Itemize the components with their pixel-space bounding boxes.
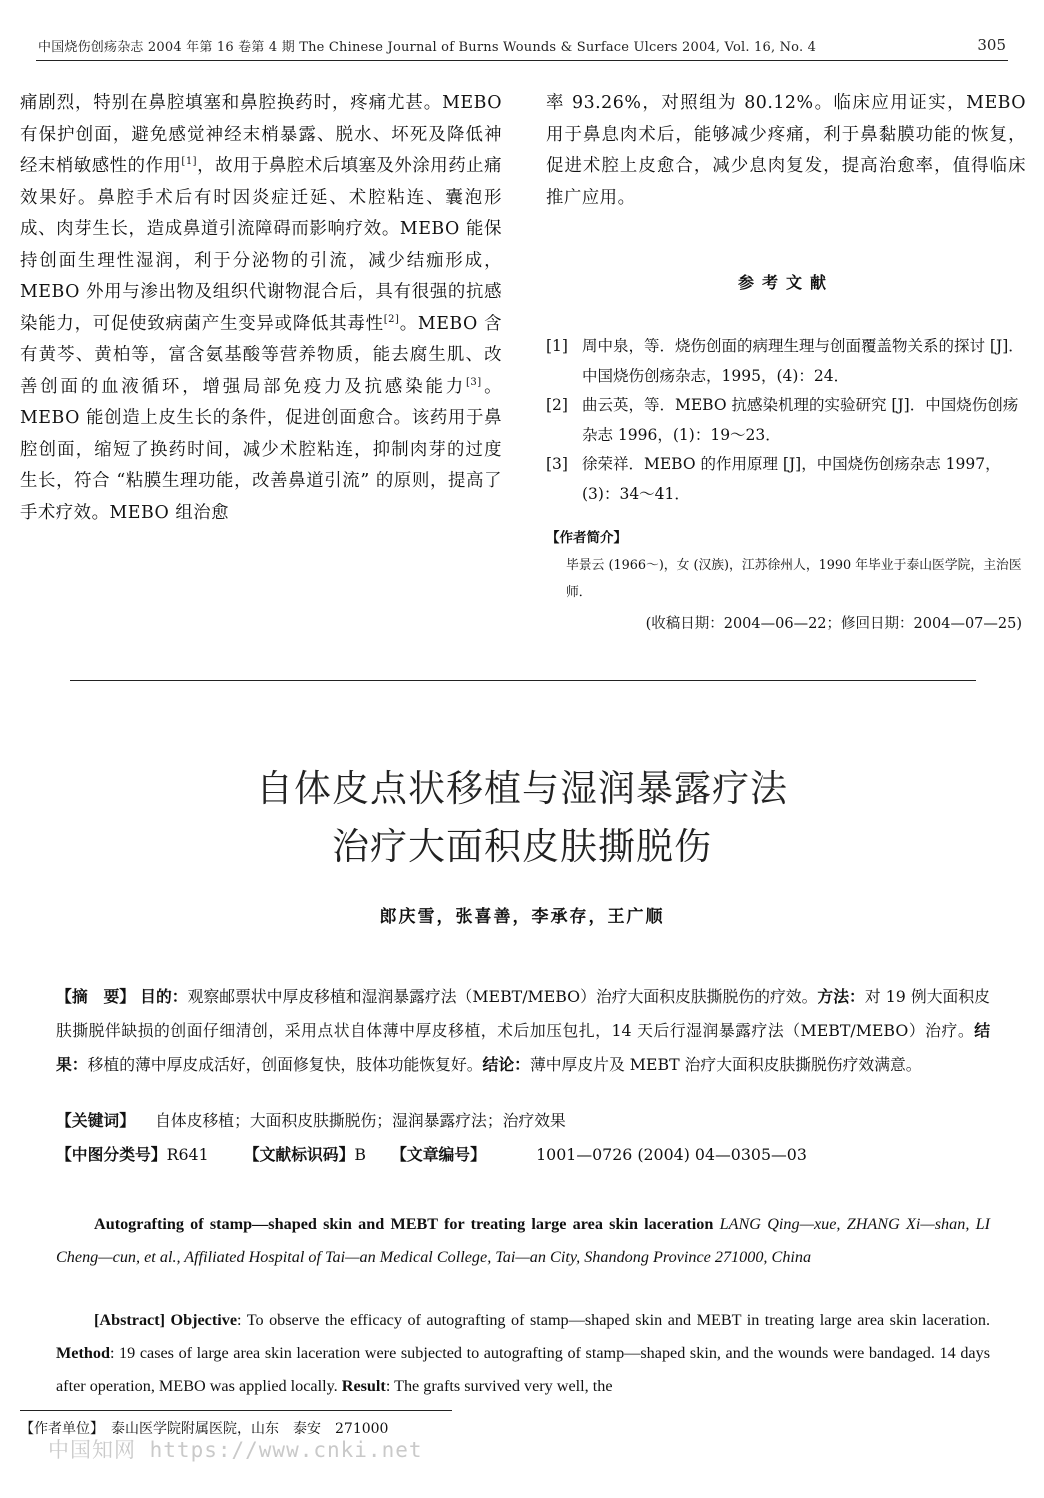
page-number: 305	[977, 36, 1006, 54]
conclusion-label: 结论：	[482, 1055, 530, 1074]
running-header: 中国烧伤创疡杂志 2004 年第 16 卷第 4 期 The Chinese Journal of Burns Wounds & Surface Ulcers 2004, Vol. 16, No. 4	[38, 40, 817, 55]
right-column	[546, 88, 1026, 214]
objective-text: 观察邮票状中厚皮移植和湿润暴露疗法（MEBT/MEBO）治疗大面积皮肤撕脱伤的疗效。	[187, 987, 818, 1006]
doc-label: 【文献标识码】	[243, 1145, 355, 1164]
article-authors: 郎庆雪，张喜善，李承存，王广顺	[379, 907, 665, 927]
keywords-line	[56, 1108, 566, 1131]
english-title: Autografting of stamp—shaped skin and MEBT for treating large area skin laceration	[94, 1215, 714, 1233]
reference-text: 徐荣祥．MEBO 的作用原理 [J]，中国烧伤创疡杂志 1997，(3)：34～41．	[582, 455, 1001, 503]
received-dates: (收稿日期：2004—06—22；修回日期：2004—07—25)	[645, 616, 1022, 632]
references-heading: 参考文献	[737, 273, 834, 292]
reference-text: 曲云英，等．MEBO 抗感染机理的实验研究 [J]．中国烧伤创疡杂志 1996，(1)：19～23．	[582, 396, 1019, 444]
reference-item	[546, 391, 1032, 450]
reference-item	[546, 450, 1032, 509]
left-text-2: ，故用于鼻腔术后填塞及外涂用药止痛效果好。鼻腔手术后有时因炎症迁延、术腔粘连、囊泡形成、肉芽生长，造成鼻道引流障碍而影响疗效。MEBO 能保持创面生理性湿润，利于分泌物的引流，减少结痂形成，MEBO 外用与渗出物及组织代谢物混合后，具有很强的抗感染能力，可促使致病菌产生变异或降低其毒性	[20, 156, 502, 334]
author-bio: 毕景云 (1966～)，女 (汉族)，江苏徐州人，1990 年毕业于泰山医学院，主治医师．	[566, 558, 1022, 600]
article-title-line-1: 自体皮点状移植与湿润暴露疗法	[256, 767, 788, 810]
reference-text: 周中泉，等．烧伤创面的病理生理与创面覆盖物关系的探讨 [J]．中国烧伤创疡杂志，1995，(4)：24．	[582, 337, 1024, 385]
left-paragraph	[20, 88, 502, 529]
footnote-rule	[20, 1410, 452, 1411]
cnki-watermark: 中国知网 https://www.cnki.net	[48, 1438, 423, 1462]
reference-item	[546, 332, 1032, 391]
section-divider	[70, 680, 976, 681]
citation-3: [3]	[466, 376, 482, 388]
english-authors: LANG Qing—xue, ZHANG Xi—shan, LI Cheng—cun, et al., Affiliated Hospital of Tai—an Medical College, Tai—an City, Shandong Province 271000, China	[56, 1215, 991, 1266]
right-paragraph: 率 93.26%，对照组为 80.12%。临床应用证实，MEBO 用于鼻息肉术后，能够减少疼痛，利于鼻黏膜功能的恢复，促进术腔上皮愈合，减少息肉复发，提高治愈率，值得临床推广应用。	[546, 93, 1026, 208]
reference-number: [2]	[546, 396, 568, 414]
english-title-block	[56, 1208, 990, 1274]
cls-label: 【中图分类号】	[56, 1145, 167, 1164]
author-affiliation-footnote: 【作者单位】 泰山医学院附属医院，山东 泰安 271000	[20, 1421, 389, 1437]
article-no-value: 1001—0726 (2004) 04—0305—03	[536, 1145, 807, 1164]
keywords-label: 【关键词】	[56, 1111, 135, 1130]
result-text: 移植的薄中厚皮成活好，创面修复快，肢体功能恢复好。	[87, 1055, 483, 1074]
classification-line	[56, 1142, 807, 1165]
english-method: : 19 cases of large area skin laceration were subjected to autografting of stamp—shaped skin, and the wounds were bandaged. 14 days after operation, MEBO was applied locally.	[56, 1344, 990, 1395]
english-method-label: Method	[56, 1344, 110, 1362]
english-objective-label: Objective	[170, 1311, 238, 1329]
result-label: 结果：	[56, 1021, 990, 1074]
reference-number: [3]	[546, 455, 568, 473]
doc-value: B	[354, 1145, 366, 1164]
english-result-label: Result	[341, 1377, 386, 1395]
reference-number: [1]	[546, 337, 568, 355]
objective-label: 目的：	[140, 987, 188, 1006]
references-list	[546, 332, 1032, 509]
english-abstract	[56, 1304, 990, 1403]
citation-2: [2]	[383, 313, 400, 325]
article-title-line-2: 治疗大面积皮肤撕脱伤	[332, 825, 712, 868]
citation-1: [1]	[181, 156, 198, 168]
left-column	[20, 88, 502, 529]
left-text-3: 。MEBO 含有黄芩、黄柏等，富含氨基酸等营养物质，能去腐生肌、改善创面的血液循环，增强局部免疫力及抗感染能力	[20, 313, 502, 397]
method-text: 对 19 例大面积皮肤撕脱伴缺损的创面仔细清创，采用点状自体薄中厚皮移植，术后加压包扎，14 天后行湿润暴露疗法（MEBT/MEBO）治疗。	[56, 987, 990, 1040]
conclusion-text: 薄中厚皮片及 MEBT 治疗大面积皮肤撕脱伤疗效满意。	[529, 1055, 922, 1074]
chinese-abstract	[56, 980, 990, 1082]
english-result: : The grafts survived very well, the	[385, 1377, 613, 1395]
left-text-4: 。MEBO 能创造上皮生长的条件，促进创面愈合。该药用于鼻腔创面，缩短了换药时间，减少术腔粘连，抑制肉芽的过度生长，符合 “粘膜生理功能，改善鼻道引流” 的原则，提高了手术疗效。MEBO 组治愈	[20, 376, 502, 523]
cls-value: R641	[166, 1145, 209, 1164]
keywords-text: 自体皮移植；大面积皮肤撕脱伤；湿润暴露疗法；治疗效果	[155, 1111, 566, 1130]
header-rule	[36, 60, 1008, 61]
author-intro-heading: 【作者简介】	[546, 530, 627, 546]
method-label: 方法：	[817, 987, 865, 1006]
english-objective: : To observe the efficacy of autografting of stamp—shaped skin and MEBT in treating large area skin laceration.	[237, 1311, 991, 1329]
english-abstract-label: [Abstract]	[94, 1311, 166, 1329]
abstract-label: 【摘 要】	[56, 987, 136, 1006]
left-text-1: 痛剧烈，特别在鼻腔填塞和鼻腔换药时，疼痛尤甚。MEBO 有保护创面，避免感觉神经末梢暴露、脱水、坏死及降低神经末梢敏感性的作用	[20, 93, 502, 176]
article-no-label: 【文章编号】	[391, 1145, 486, 1164]
